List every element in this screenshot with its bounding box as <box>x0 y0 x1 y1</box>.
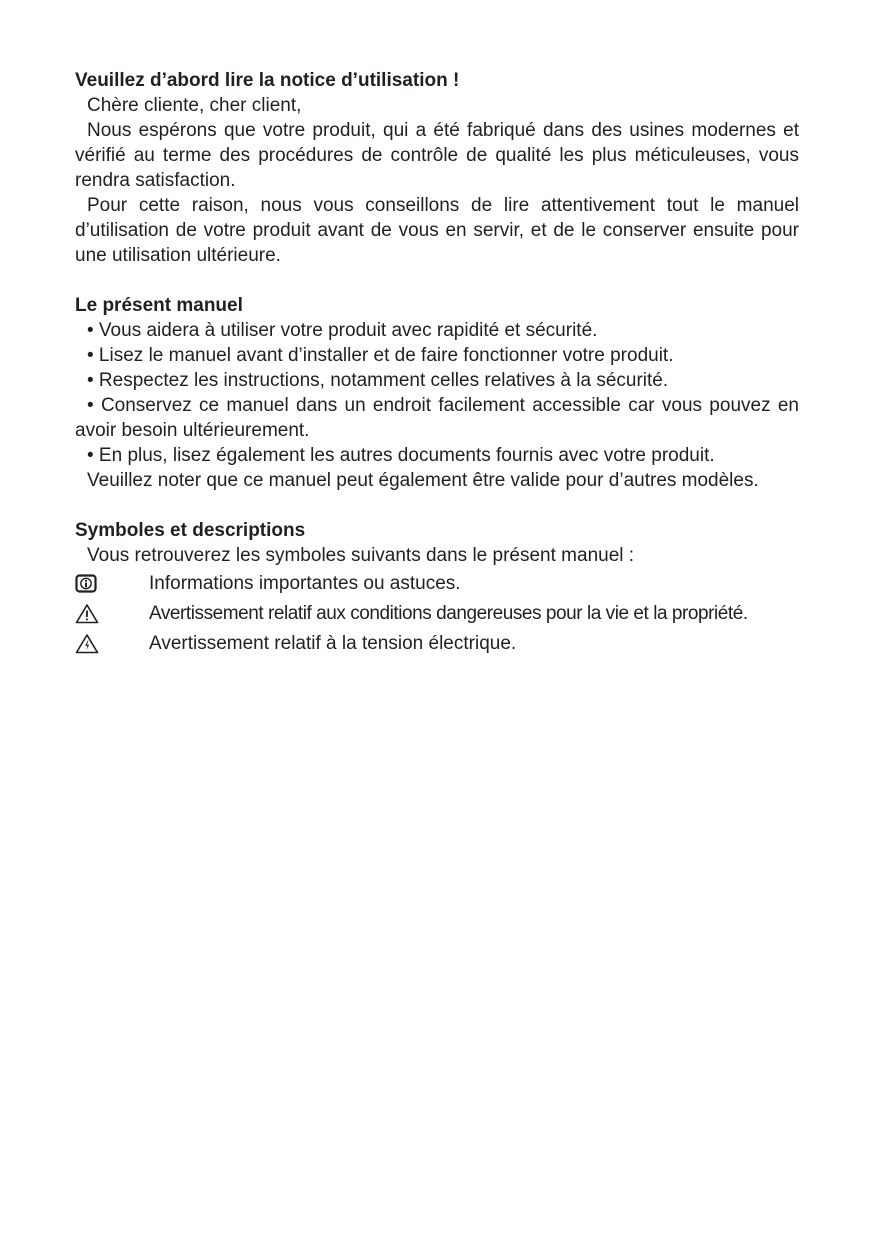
list-item: • Conservez ce manuel dans un endroit facilement accessible car vous pouvez en avoir besoin ultérieurement. <box>75 395 799 441</box>
intro-heading: Veuillez d’abord lire la notice d’utilisation ! <box>75 70 460 91</box>
manual-page <box>75 68 799 658</box>
info-icon <box>75 568 149 598</box>
symbols-intro: Vous retrouverez les symboles suivants dans le présent manuel : <box>87 545 635 566</box>
section-spacer <box>75 493 799 518</box>
list-item: • En plus, lisez également les autres documents fournis avec votre produit. <box>87 445 715 466</box>
electrical-warning-icon <box>75 628 149 658</box>
section-spacer <box>75 268 799 293</box>
models-note: Veuillez noter que ce manuel peut également être valide pour d’autres modèles. <box>87 470 759 491</box>
symbol-description: Informations importantes ou astuces. <box>149 572 461 594</box>
greeting: Chère cliente, cher client, <box>87 95 302 116</box>
symbol-row-electrical <box>75 628 799 658</box>
symbol-row-warning <box>75 598 799 628</box>
list-item: • Respectez les instructions, notamment celles relatives à la sécurité. <box>87 370 669 391</box>
symbols-heading: Symboles et descriptions <box>75 520 306 541</box>
symbol-row-info <box>75 568 799 598</box>
list-item: • Lisez le manuel avant d’installer et de faire fonctionner votre produit. <box>87 345 674 366</box>
intro-paragraph-1: Nous espérons que votre produit, qui a été fabriqué dans des usines modernes et vérifié au terme des procédures de contrôle de qualité les plus méticuleuses, vous rendra satisfaction. <box>75 120 799 191</box>
symbol-description: Avertissement relatif aux conditions dangereuses pour la vie et la propriété. <box>149 602 748 624</box>
intro-paragraph-2: Pour cette raison, nous vous conseillons de lire attentivement tout le manuel d’utilisation de votre produit avant de vous en servir, et de le conserver ensuite pour une utilisation ultérieure. <box>75 195 799 266</box>
symbol-description: Avertissement relatif à la tension électrique. <box>149 632 517 654</box>
manual-heading: Le présent manuel <box>75 295 243 316</box>
list-item: • Vous aidera à utiliser votre produit avec rapidité et sécurité. <box>87 320 598 341</box>
warning-icon <box>75 598 149 628</box>
